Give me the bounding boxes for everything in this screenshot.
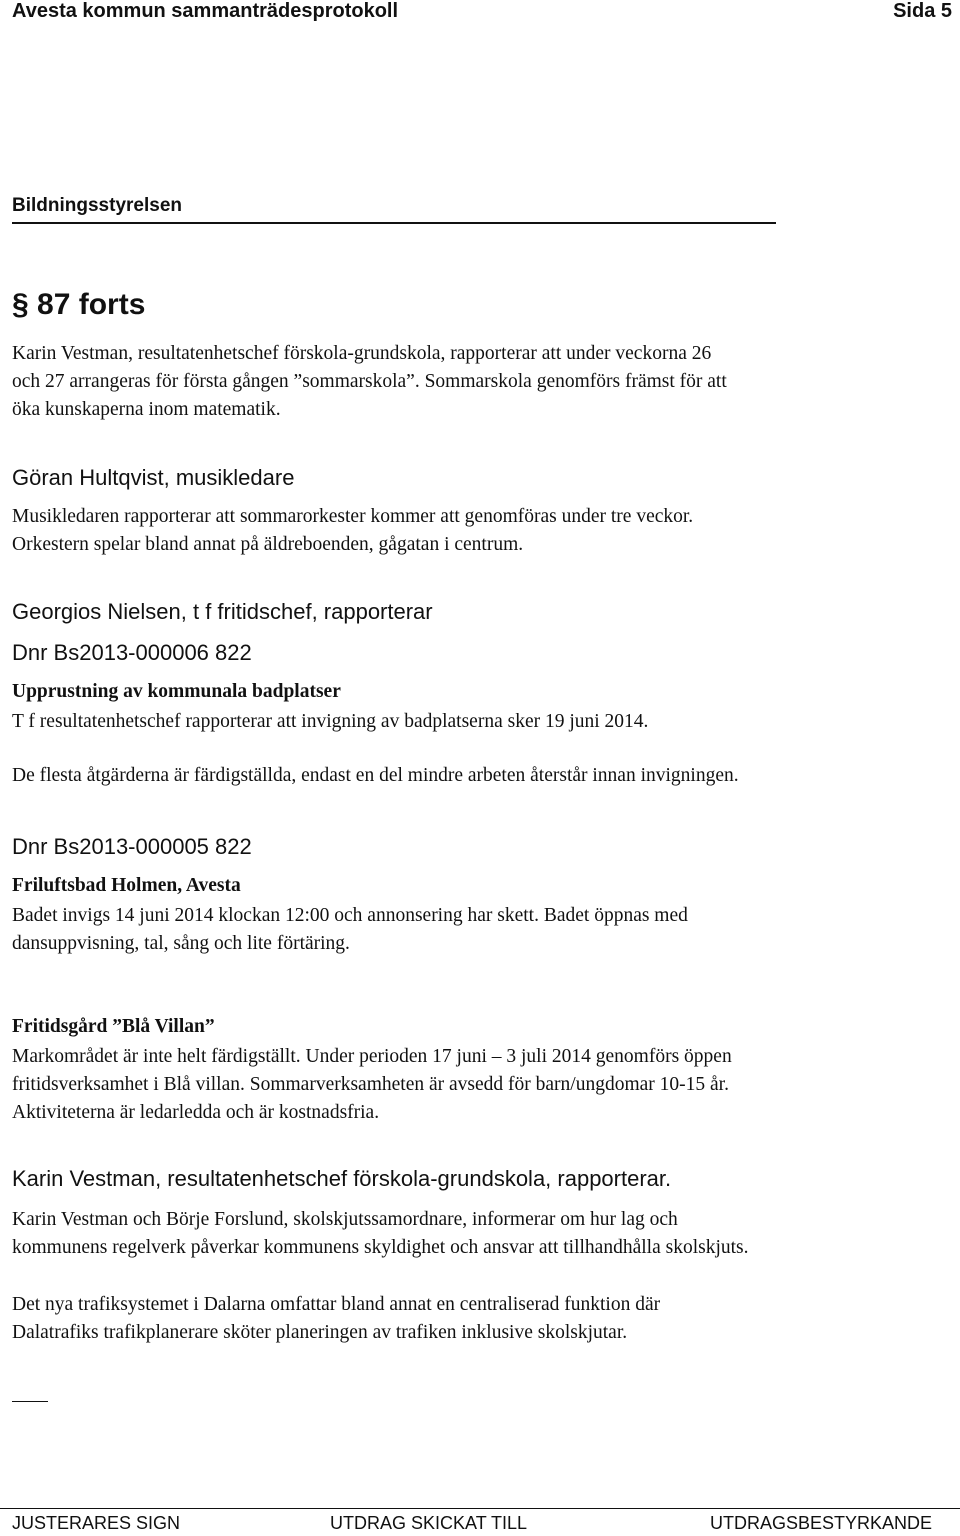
item-text-3 [12, 902, 688, 958]
text-line: Markområdet är inte helt färdigställt. Under perioden 17 juni – 3 juli 2014 genomförs öppen [12, 1046, 732, 1067]
text-line: fritidsverksamhet i Blå villan. Sommarverksamheten är avsedd för barn/ungdomar 10-15 år. [12, 1074, 729, 1095]
text-line: De flesta åtgärderna är färdigställda, endast en del mindre arbeten återstår innan invigningen. [12, 765, 739, 786]
text-line: Karin Vestman, resultatenhetschef förskola-grundskola, rapporterar att under veckorna 26 [12, 343, 712, 364]
footer-sent-label: UTDRAG SKICKAT TILL [330, 1513, 528, 1533]
item-text-2 [12, 762, 739, 790]
text-line: Aktiviteterna är ledarledda och är kostnadsfria. [12, 1102, 380, 1123]
paragraph-heading [12, 288, 145, 322]
end-marker-line [12, 1401, 48, 1402]
school-text-1 [12, 1206, 749, 1262]
text-line: dansuppvisning, tal, sång och lite förtäring. [12, 933, 350, 954]
item-title-1: Upprustning av kommunala badplatser [12, 681, 341, 702]
item-text-1 [12, 708, 648, 736]
page-number: Sida 5 [893, 0, 952, 22]
document-title: Avesta kommun sammanträdesprotokoll [12, 0, 399, 22]
text-line: Musikledaren rapporterar att sommarorkester kommer att genomföras under tre veckor. [12, 506, 694, 527]
paragraph-number: 87 forts [37, 288, 146, 321]
item-text-4 [12, 1043, 732, 1127]
speaker-music: Göran Hultqvist, musikledare [12, 465, 295, 490]
board-underline [12, 222, 776, 224]
speaker-school: Karin Vestman, resultatenhetschef förskola-grundskola, rapporterar. [12, 1166, 672, 1191]
text-line: Karin Vestman och Börje Forslund, skolskjutssamordnare, informerar om hur lag och [12, 1209, 678, 1230]
text-line: Det nya trafiksystemet i Dalarna omfattar bland annat en centraliserad funktion där [12, 1294, 661, 1315]
footer-certify-label: UTDRAGSBESTYRKANDE [709, 1513, 932, 1533]
school-text-2 [12, 1291, 660, 1347]
text-line: T f resultatenhetschef rapporterar att invigning av badplatserna sker 19 juni 2014. [12, 711, 649, 732]
text-line: Orkestern spelar bland annat på äldreboenden, gågatan i centrum. [12, 534, 524, 555]
footer-divider [0, 1508, 960, 1509]
case-number-2: Dnr Bs2013-000005 822 [12, 834, 252, 859]
item-title-3: Fritidsgård ”Blå Villan” [12, 1016, 215, 1037]
item-title-2: Friluftsbad Holmen, Avesta [12, 875, 241, 896]
footer-sign-label: JUSTERARES SIGN [12, 1513, 181, 1533]
music-text [12, 503, 693, 559]
board-name: Bildningsstyrelsen [12, 195, 182, 216]
text-line: och 27 arrangeras för första gången ”sommarskola”. Sommarskola genomförs främst för att [12, 371, 727, 392]
speaker-leisure: Georgios Nielsen, t f fritidschef, rapporterar [12, 599, 433, 624]
paragraph-symbol: § [12, 288, 29, 321]
intro-text [12, 340, 727, 424]
text-line: kommunens regelverk påverkar kommunens skyldighet och ansvar att tillhandhålla skolskjuts. [12, 1237, 749, 1258]
text-line: Dalatrafiks trafikplanerare sköter planeringen av trafiken inklusive skolskjutar. [12, 1322, 628, 1343]
case-number-1: Dnr Bs2013-000006 822 [12, 640, 252, 665]
text-line: öka kunskaperna inom matematik. [12, 399, 281, 420]
text-line: Badet invigs 14 juni 2014 klockan 12:00 och annonsering har skett. Badet öppnas med [12, 905, 688, 926]
